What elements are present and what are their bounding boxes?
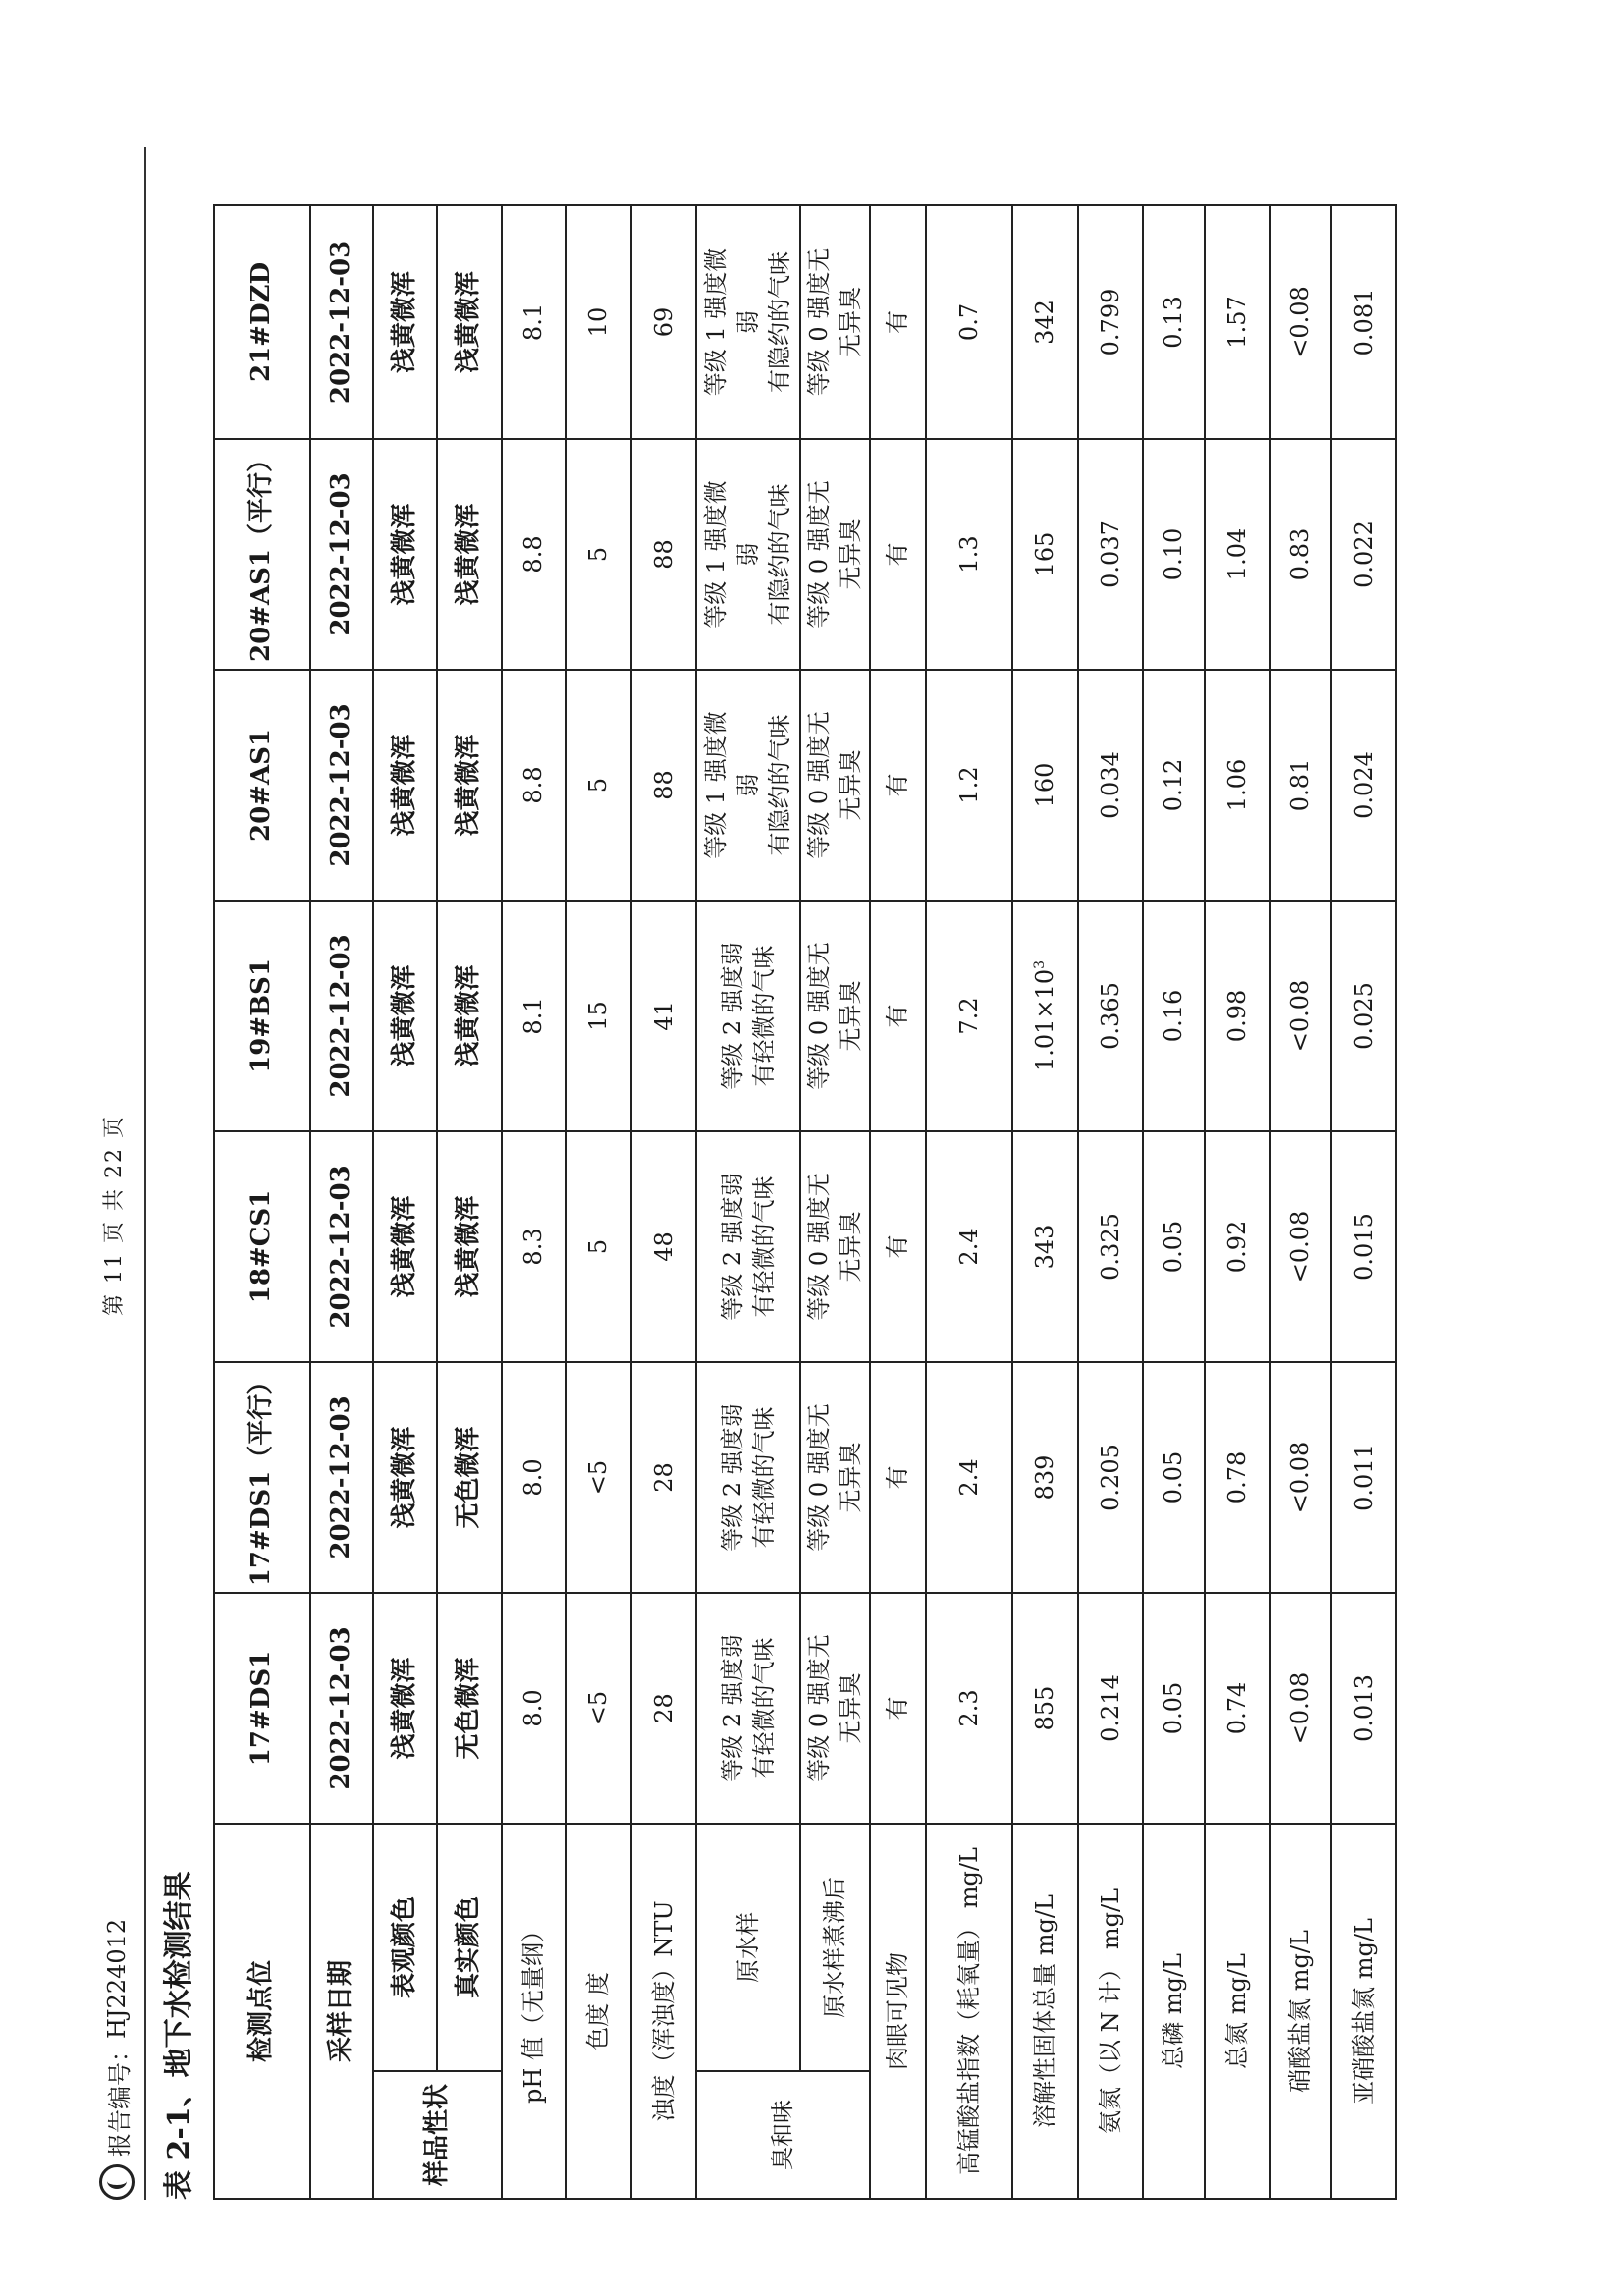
label-visible: 肉眼可见物 bbox=[870, 1824, 926, 2199]
odor-line: 等级 0 强度无 bbox=[805, 480, 833, 629]
cell-ammonia: 0.037 bbox=[1078, 439, 1143, 670]
odor-line: 有隐约的气味 bbox=[766, 714, 794, 856]
cell-true: 无色微浑 bbox=[437, 1593, 502, 1824]
report-number-label: 报告编号： bbox=[105, 2039, 134, 2157]
odor-line: 等级 1 强度微 bbox=[702, 247, 730, 397]
cell-turbidity: 69 bbox=[631, 205, 696, 439]
cell-cod: 1.3 bbox=[926, 439, 1012, 670]
cell-date: 2022-12-03 bbox=[310, 439, 373, 670]
label-sample-props: 样品性状 bbox=[373, 2071, 502, 2199]
tds-value: 165 bbox=[1031, 531, 1059, 577]
table-row bbox=[1331, 205, 1396, 2199]
table-row bbox=[870, 205, 926, 2199]
cell-nitrate: <0.08 bbox=[1270, 1131, 1331, 1362]
cell-true: 浅黄微浑 bbox=[437, 901, 502, 1131]
cell-color: 5 bbox=[566, 1131, 631, 1362]
cell-cod: 2.4 bbox=[926, 1362, 1012, 1593]
cell-tn: 0.92 bbox=[1205, 1131, 1270, 1362]
label-turbidity: 浊度（浑浊度）NTU bbox=[631, 1824, 696, 2199]
header-divider bbox=[144, 147, 146, 2200]
cell-apparent: 浅黄微浑 bbox=[373, 1131, 437, 1362]
cell-tds bbox=[1012, 439, 1078, 670]
label-tds: 溶解性固体总量 mg/L bbox=[1012, 1824, 1078, 2199]
cell-nitrate: 0.81 bbox=[1270, 670, 1331, 901]
odor-line: 有隐约的气味 bbox=[766, 483, 794, 626]
label-nitrite: 亚硝酸盐氮 mg/L bbox=[1331, 1824, 1396, 2199]
cell-true: 浅黄微浑 bbox=[437, 1131, 502, 1362]
table-row bbox=[214, 205, 310, 2199]
cell-odor_raw bbox=[696, 205, 800, 439]
cell-date: 2022-12-03 bbox=[310, 901, 373, 1131]
label-date: 采样日期 bbox=[310, 1824, 373, 2199]
cell-cod: 2.3 bbox=[926, 1593, 1012, 1824]
cell-date: 2022-12-03 bbox=[310, 205, 373, 439]
cell-turbidity: 28 bbox=[631, 1593, 696, 1824]
cell-color: 10 bbox=[566, 205, 631, 439]
report-number: HJ224012 bbox=[103, 1918, 131, 2039]
cell-nitrite: 0.025 bbox=[1331, 901, 1396, 1131]
cell-nitrate: 0.83 bbox=[1270, 439, 1331, 670]
odor-line: 等级 0 强度无 bbox=[805, 1634, 833, 1782]
label-color-degree: 色度 度 bbox=[566, 1824, 631, 2199]
cell-tp: 0.05 bbox=[1143, 1362, 1205, 1593]
cell-tn: 1.57 bbox=[1205, 205, 1270, 439]
cell-ammonia: 0.034 bbox=[1078, 670, 1143, 901]
cell-color: 15 bbox=[566, 901, 631, 1131]
cell-tds bbox=[1012, 1131, 1078, 1362]
odor-line: 等级 0 强度无 bbox=[805, 247, 833, 397]
cell-tp: 0.05 bbox=[1143, 1131, 1205, 1362]
label-odor: 臭和味 bbox=[696, 2071, 870, 2199]
odor-line: 有轻微的气味 bbox=[750, 1637, 778, 1779]
cell-date: 2022-12-03 bbox=[310, 1131, 373, 1362]
cell-ph: 8.8 bbox=[502, 670, 566, 901]
cell-site: 19#BS1 bbox=[214, 901, 310, 1131]
label-true-color: 真实颜色 bbox=[437, 1824, 502, 2071]
cell-nitrite: 0.081 bbox=[1331, 205, 1396, 439]
cell-site: 21#DZD bbox=[214, 205, 310, 439]
cell-tp: 0.05 bbox=[1143, 1593, 1205, 1824]
table-row bbox=[800, 205, 870, 2199]
cell-nitrate: <0.08 bbox=[1270, 1593, 1331, 1824]
label-tp: 总磷 mg/L bbox=[1143, 1824, 1205, 2199]
odor-line: 无异臭 bbox=[837, 1672, 865, 1744]
odor-line: 有轻微的气味 bbox=[750, 1406, 778, 1549]
cell-odor_boiled bbox=[800, 1362, 870, 1593]
cell-turbidity: 48 bbox=[631, 1131, 696, 1362]
cell-odor_raw bbox=[696, 439, 800, 670]
cell-date: 2022-12-03 bbox=[310, 1362, 373, 1593]
odor-line: 等级 2 强度弱 bbox=[718, 1634, 746, 1782]
cell-date: 2022-12-03 bbox=[310, 1593, 373, 1824]
table-title: 表 2-1、地下水检测结果 bbox=[162, 1871, 196, 2200]
cell-ammonia: 0.214 bbox=[1078, 1593, 1143, 1824]
tds-value: 160 bbox=[1031, 762, 1059, 808]
label-cod-mn: 高锰酸盐指数（耗氧量） mg/L bbox=[926, 1824, 1012, 2199]
cell-odor_raw bbox=[696, 901, 800, 1131]
cell-ph: 8.0 bbox=[502, 1593, 566, 1824]
cell-cod: 1.2 bbox=[926, 670, 1012, 901]
odor-line: 无异臭 bbox=[837, 286, 865, 357]
company-logo-icon bbox=[99, 2164, 135, 2200]
cell-apparent: 浅黄微浑 bbox=[373, 901, 437, 1131]
odor-line: 弱 bbox=[733, 309, 762, 334]
cell-color: 5 bbox=[566, 439, 631, 670]
cell-tds bbox=[1012, 1362, 1078, 1593]
cell-nitrate: <0.08 bbox=[1270, 205, 1331, 439]
cell-color: <5 bbox=[566, 1362, 631, 1593]
cell-odor_boiled bbox=[800, 1593, 870, 1824]
table-row bbox=[1270, 205, 1331, 2199]
odor-line: 等级 0 强度无 bbox=[805, 1403, 833, 1552]
table-row bbox=[1012, 205, 1078, 2199]
cell-nitrite: 0.024 bbox=[1331, 670, 1396, 901]
label-site: 检测点位 bbox=[214, 1824, 310, 2199]
cell-odor_boiled bbox=[800, 439, 870, 670]
cell-tn: 0.78 bbox=[1205, 1362, 1270, 1593]
cell-cod: 0.7 bbox=[926, 205, 1012, 439]
cell-tp: 0.16 bbox=[1143, 901, 1205, 1131]
cell-tn: 0.74 bbox=[1205, 1593, 1270, 1824]
cell-turbidity: 41 bbox=[631, 901, 696, 1131]
odor-line: 无异臭 bbox=[837, 980, 865, 1052]
cell-ph: 8.1 bbox=[502, 901, 566, 1131]
cell-ph: 8.8 bbox=[502, 439, 566, 670]
cell-odor_raw bbox=[696, 670, 800, 901]
table-row bbox=[502, 205, 566, 2199]
cell-ammonia: 0.205 bbox=[1078, 1362, 1143, 1593]
cell-apparent: 浅黄微浑 bbox=[373, 1362, 437, 1593]
cell-site: 20#AS1 bbox=[214, 670, 310, 901]
cell-site: 20#AS1（平行） bbox=[214, 439, 310, 670]
cell-odor_boiled bbox=[800, 901, 870, 1131]
cell-visible: 有 bbox=[870, 670, 926, 901]
odor-line: 等级 0 强度无 bbox=[805, 711, 833, 859]
odor-line: 无异臭 bbox=[837, 1442, 865, 1513]
cell-color: <5 bbox=[566, 1593, 631, 1824]
cell-turbidity: 28 bbox=[631, 1362, 696, 1593]
odor-line: 等级 2 强度弱 bbox=[718, 1173, 746, 1321]
rotated-content bbox=[93, 147, 1399, 2200]
tds-exponent: 3 bbox=[1032, 959, 1049, 969]
label-apparent-color: 表观颜色 bbox=[373, 1824, 437, 2071]
cell-visible: 有 bbox=[870, 1362, 926, 1593]
cell-tp: 0.13 bbox=[1143, 205, 1205, 439]
cell-cod: 7.2 bbox=[926, 901, 1012, 1131]
odor-line: 无异臭 bbox=[837, 749, 865, 821]
odor-line: 有轻微的气味 bbox=[750, 1175, 778, 1318]
cell-tp: 0.10 bbox=[1143, 439, 1205, 670]
cell-true: 无色微浑 bbox=[437, 1362, 502, 1593]
odor-line: 等级 2 强度弱 bbox=[718, 942, 746, 1090]
odor-line: 等级 1 强度微 bbox=[702, 480, 730, 629]
odor-line: 等级 2 强度弱 bbox=[718, 1403, 746, 1552]
cell-odor_raw bbox=[696, 1593, 800, 1824]
cell-color: 5 bbox=[566, 670, 631, 901]
cell-ph: 8.3 bbox=[502, 1131, 566, 1362]
cell-site: 17#DS1 bbox=[214, 1593, 310, 1824]
cell-nitrite: 0.011 bbox=[1331, 1362, 1396, 1593]
cell-odor_raw bbox=[696, 1362, 800, 1593]
tds-value: 342 bbox=[1031, 300, 1059, 345]
cell-site: 17#DS1（平行） bbox=[214, 1362, 310, 1593]
cell-date: 2022-12-03 bbox=[310, 670, 373, 901]
label-ph: pH 值（无量纲） bbox=[502, 1824, 566, 2199]
cell-odor_boiled bbox=[800, 1131, 870, 1362]
cell-tn: 1.04 bbox=[1205, 439, 1270, 670]
label-nitrate: 硝酸盐氮 mg/L bbox=[1270, 1824, 1331, 2199]
cell-visible: 有 bbox=[870, 439, 926, 670]
cell-ph: 8.1 bbox=[502, 205, 566, 439]
table-row bbox=[926, 205, 1012, 2199]
cell-ammonia: 0.799 bbox=[1078, 205, 1143, 439]
report-header bbox=[93, 1919, 140, 2200]
cell-tp: 0.12 bbox=[1143, 670, 1205, 901]
odor-line: 等级 1 强度微 bbox=[702, 711, 730, 859]
cell-apparent: 浅黄微浑 bbox=[373, 439, 437, 670]
groundwater-results-table bbox=[213, 204, 1397, 2200]
cell-nitrate: <0.08 bbox=[1270, 1362, 1331, 1593]
cell-turbidity: 88 bbox=[631, 439, 696, 670]
page-number: 第 11 页 共 22 页 bbox=[102, 1115, 127, 1316]
odor-line: 有隐约的气味 bbox=[766, 250, 794, 393]
cell-tn: 0.98 bbox=[1205, 901, 1270, 1131]
cell-true: 浅黄微浑 bbox=[437, 670, 502, 901]
table-row bbox=[1078, 205, 1143, 2199]
table-row bbox=[437, 205, 502, 2199]
odor-line: 等级 0 强度无 bbox=[805, 1173, 833, 1321]
table-row bbox=[1143, 205, 1205, 2199]
label-tn: 总氮 mg/L bbox=[1205, 1824, 1270, 2199]
cell-true: 浅黄微浑 bbox=[437, 205, 502, 439]
cell-tds bbox=[1012, 1593, 1078, 1824]
tds-value: 855 bbox=[1031, 1685, 1059, 1731]
cell-tds bbox=[1012, 205, 1078, 439]
odor-line: 弱 bbox=[733, 542, 762, 567]
cell-true: 浅黄微浑 bbox=[437, 439, 502, 670]
cell-turbidity: 88 bbox=[631, 670, 696, 901]
cell-tds bbox=[1012, 901, 1078, 1131]
cell-tds bbox=[1012, 670, 1078, 901]
table-row bbox=[310, 205, 373, 2199]
table-row bbox=[566, 205, 631, 2199]
cell-nitrate: <0.08 bbox=[1270, 901, 1331, 1131]
odor-line: 有轻微的气味 bbox=[750, 945, 778, 1087]
cell-visible: 有 bbox=[870, 1593, 926, 1824]
odor-line: 弱 bbox=[733, 773, 762, 797]
table-row bbox=[373, 205, 437, 2199]
tds-value: 343 bbox=[1031, 1224, 1059, 1270]
odor-line: 无异臭 bbox=[837, 1211, 865, 1283]
cell-odor_boiled bbox=[800, 670, 870, 901]
cell-odor_boiled bbox=[800, 205, 870, 439]
cell-visible: 有 bbox=[870, 205, 926, 439]
cell-apparent: 浅黄微浑 bbox=[373, 205, 437, 439]
cell-ph: 8.0 bbox=[502, 1362, 566, 1593]
cell-ammonia: 0.325 bbox=[1078, 1131, 1143, 1362]
cell-apparent: 浅黄微浑 bbox=[373, 1593, 437, 1824]
cell-ammonia: 0.365 bbox=[1078, 901, 1143, 1131]
cell-visible: 有 bbox=[870, 901, 926, 1131]
tds-value: 839 bbox=[1031, 1454, 1059, 1501]
label-ammonia: 氨氮（以 N 计） mg/L bbox=[1078, 1824, 1143, 2199]
label-boiled-water: 原水样煮沸后 bbox=[800, 1824, 870, 2071]
tds-value: 1.01×10 bbox=[1031, 968, 1059, 1071]
table-row bbox=[631, 205, 696, 2199]
cell-nitrite: 0.022 bbox=[1331, 439, 1396, 670]
label-raw-water: 原水样 bbox=[696, 1824, 800, 2071]
cell-nitrite: 0.013 bbox=[1331, 1593, 1396, 1824]
cell-apparent: 浅黄微浑 bbox=[373, 670, 437, 901]
table-row bbox=[1205, 205, 1270, 2199]
cell-site: 18#CS1 bbox=[214, 1131, 310, 1362]
odor-line: 等级 0 强度无 bbox=[805, 942, 833, 1090]
odor-line: 无异臭 bbox=[837, 519, 865, 590]
table-row bbox=[696, 205, 800, 2199]
cell-odor_raw bbox=[696, 1131, 800, 1362]
cell-tn: 1.06 bbox=[1205, 670, 1270, 901]
cell-visible: 有 bbox=[870, 1131, 926, 1362]
cell-nitrite: 0.015 bbox=[1331, 1131, 1396, 1362]
cell-cod: 2.4 bbox=[926, 1131, 1012, 1362]
